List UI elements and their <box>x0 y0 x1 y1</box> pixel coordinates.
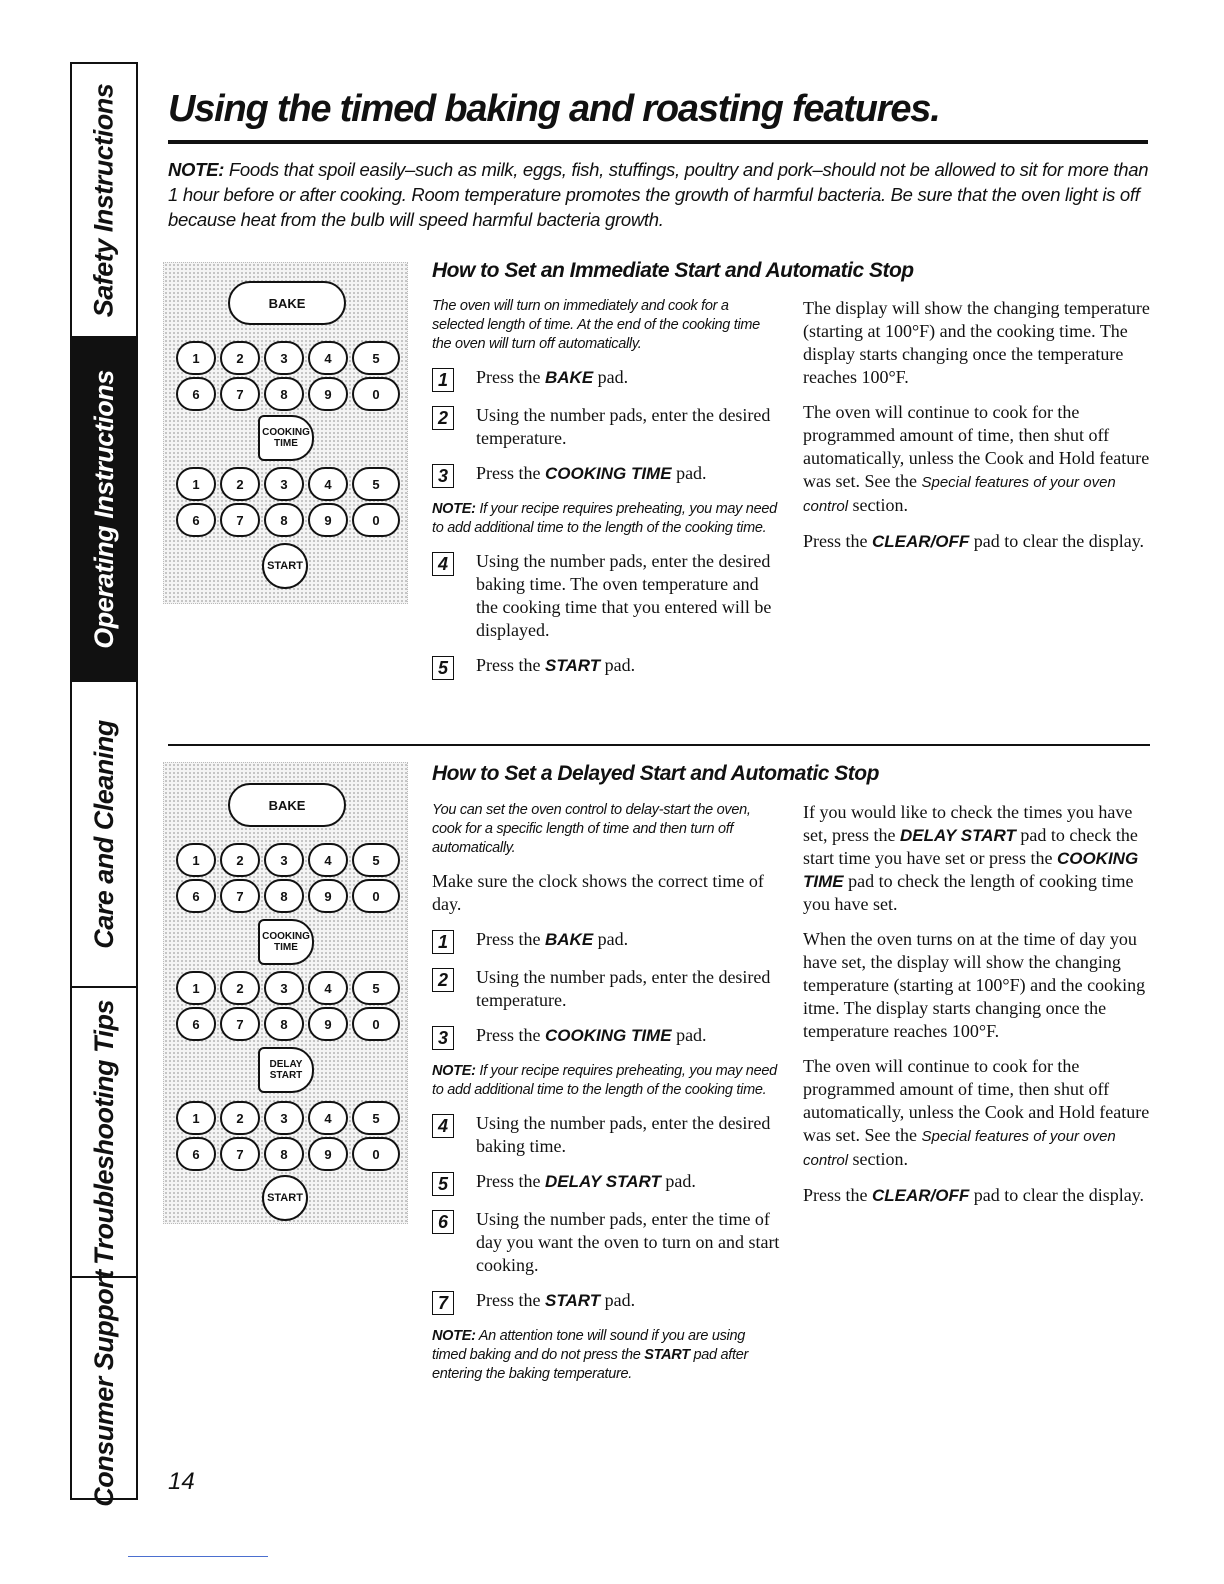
number-pad-row <box>176 503 404 537</box>
number-key: 4 <box>308 971 348 1005</box>
section2-info-column <box>803 801 1153 1219</box>
text-span: Press the <box>803 531 872 551</box>
number-key: 1 <box>176 341 216 375</box>
number-key: 8 <box>264 1007 304 1041</box>
sidebar-tab-operating[interactable] <box>72 338 136 682</box>
sidebar-tab-troubleshooting[interactable] <box>72 988 136 1278</box>
title-divider <box>168 140 1148 144</box>
number-key: 0 <box>352 503 400 537</box>
step-number: 4 <box>432 1114 454 1138</box>
number-key: 2 <box>220 843 260 877</box>
section-intro: The oven will turn on immediately and cook for a selected length of time. At the end of the cooking time the oven will turn off automatically. <box>432 298 760 352</box>
number-key: 1 <box>176 843 216 877</box>
info-paragraph <box>803 801 1153 916</box>
step-item <box>432 928 782 954</box>
step-text-pre: Press the <box>476 1171 545 1191</box>
step-text-post: pad. <box>593 929 629 949</box>
step-text-pre: Press the <box>476 1025 545 1045</box>
section-reference: Special features of your oven control <box>803 1128 1116 1169</box>
number-key: 8 <box>264 377 304 411</box>
text-span: Press the <box>803 1185 872 1205</box>
number-key: 2 <box>220 341 260 375</box>
step-item <box>432 966 782 1012</box>
step-text-post: pad. <box>600 655 636 675</box>
sidebar-tab-label: Care and Cleaning <box>88 719 119 949</box>
number-key: 5 <box>352 971 400 1005</box>
section-sidebar <box>70 62 138 1507</box>
number-key: 6 <box>176 377 216 411</box>
step-pad-name: START <box>545 1291 601 1310</box>
step-number: 3 <box>432 464 454 488</box>
step-number: 1 <box>432 930 454 954</box>
step-number: 2 <box>432 968 454 992</box>
sidebar-tab-consumer-support[interactable] <box>72 1269 136 1507</box>
step-text-pre: Using the number pads, enter the desired temperature. <box>476 967 771 1010</box>
text-span: pad to clear the display. <box>969 1185 1145 1205</box>
note-text: Foods that spoil easily–such as milk, eggs, fish, stuffings, poultry and pork–should not be allowed to sit for more than 1 hour before or after cooking. Room temperature promotes the growth of harmful bacteria. Be sure that the oven light is off because heat from the bulb will speed harmful bacteria growth. <box>168 159 1149 230</box>
text-span: If you would like to check the times you have set, press the <box>803 802 1133 845</box>
number-key: 1 <box>176 1101 216 1135</box>
pad-name: COOKING TIME <box>803 849 1139 891</box>
lead-paragraph: Make sure the clock shows the correct time of day. <box>432 871 764 914</box>
number-key: 7 <box>220 1137 260 1171</box>
text-span: The oven will continue to cook for the programmed amount of time, then shut off automatically, unless the Cook and Hold feature was set. See the <box>803 402 1150 491</box>
number-key: 7 <box>220 1007 260 1041</box>
number-pad-row <box>176 971 404 1005</box>
preheat-note <box>432 500 782 538</box>
number-key: 5 <box>352 843 400 877</box>
number-key: 7 <box>220 377 260 411</box>
number-pad-row <box>176 1101 404 1135</box>
delay-start-pad <box>258 1047 314 1093</box>
pad-label: COOKING <box>262 931 310 942</box>
step-text <box>476 1208 782 1277</box>
number-key: 0 <box>352 1137 400 1171</box>
number-key: 7 <box>220 879 260 913</box>
note-label: NOTE: <box>432 501 476 517</box>
step-text <box>476 1112 782 1158</box>
pad-name: CLEAR/OFF <box>872 1186 970 1205</box>
info-paragraph <box>803 1055 1153 1172</box>
page-title: Using the timed baking and roasting features. <box>168 88 940 130</box>
sidebar-tab-label: Safety Instructions <box>88 83 119 317</box>
step-text <box>476 550 782 642</box>
number-pad-row <box>176 467 404 501</box>
step-number: 7 <box>432 1291 454 1315</box>
text-span: The oven will continue to cook for the programmed amount of time, then shut off automatically, unless the Cook and Hold feature was set. See the <box>803 1056 1150 1145</box>
note-text: An attention tone will sound if you are using timed baking and do not press the <box>432 1328 746 1363</box>
pad-name: DELAY START <box>899 826 1016 845</box>
number-key: 9 <box>308 377 348 411</box>
pad-label: TIME <box>274 942 298 953</box>
info-paragraph: The display will show the changing temperature (starting at 100°F) and the cooking time. The display starts changing once the temperature reaches 100°F. <box>803 298 1150 387</box>
step-pad-name: COOKING TIME <box>545 464 672 483</box>
number-key: 8 <box>264 1137 304 1171</box>
text-span: pad to check the start time you have set or press the <box>803 825 1138 868</box>
step-text-pre: Press the <box>476 1290 545 1310</box>
preheat-note <box>432 1062 782 1100</box>
info-paragraph: When the oven turns on at the time of day you have set, the display will show the changing temperature (starting at 100°F) and the cooking itme. The display starts changing once the temperature reaches 100°F. <box>803 929 1146 1041</box>
note-label: NOTE: <box>432 1328 476 1344</box>
step-number: 1 <box>432 368 454 392</box>
number-key: 5 <box>352 1101 400 1135</box>
sidebar-tab-label: Consumer Support <box>88 1269 119 1507</box>
number-key: 4 <box>308 1101 348 1135</box>
section-heading-delayed: How to Set a Delayed Start and Automatic Stop <box>432 762 879 785</box>
keypad-illustration-delayed <box>163 762 408 1224</box>
step-text-pre: Press the <box>476 929 545 949</box>
number-key: 5 <box>352 341 400 375</box>
note-text: If your recipe requires preheating, you may need to add additional time to the length of the cooking time. <box>432 501 777 536</box>
number-key: 9 <box>308 1137 348 1171</box>
step-item <box>432 1289 782 1315</box>
number-key: 8 <box>264 503 304 537</box>
step-item <box>432 404 782 450</box>
step-number: 5 <box>432 656 454 680</box>
cooking-time-pad <box>258 919 314 965</box>
bake-pad: BAKE <box>228 281 346 325</box>
text-span: section. <box>848 495 909 515</box>
step-text <box>476 966 782 1012</box>
step-text <box>476 1170 782 1196</box>
pad-label: DELAY <box>269 1059 303 1070</box>
number-pad-row <box>176 1137 404 1171</box>
step-pad-name: START <box>545 656 601 675</box>
number-key: 9 <box>308 503 348 537</box>
step-text-pre: Using the number pads, enter the desired baking time. <box>476 1113 771 1156</box>
number-key: 8 <box>264 879 304 913</box>
step-item <box>432 1208 782 1277</box>
step-item <box>432 462 782 488</box>
step-text-post: pad. <box>593 367 629 387</box>
number-pad-row <box>176 377 404 411</box>
pad-name: START <box>644 1347 690 1363</box>
sidebar-tab-label: Operating Instructions <box>88 369 119 649</box>
info-paragraph <box>803 1184 1153 1207</box>
step-text-pre: Press the <box>476 655 545 675</box>
step-number: 3 <box>432 1026 454 1050</box>
number-key: 0 <box>352 377 400 411</box>
bottom-link-line <box>128 1556 268 1557</box>
section1-info-column <box>803 297 1153 565</box>
step-text-pre: Press the <box>476 367 545 387</box>
number-pad-row <box>176 843 404 877</box>
info-paragraph <box>803 401 1153 518</box>
number-key: 1 <box>176 467 216 501</box>
step-text-post: pad. <box>671 1025 707 1045</box>
step-text-pre: Using the number pads, enter the desired baking time. The oven temperature and the cooking time that you entered will be displayed. <box>476 551 772 640</box>
number-key: 9 <box>308 1007 348 1041</box>
step-text <box>476 1289 782 1315</box>
step-text-post: pad. <box>671 463 707 483</box>
pad-name: CLEAR/OFF <box>872 532 970 551</box>
step-text-pre: Using the number pads, enter the time of day you want the oven to turn on and start cooking. <box>476 1209 780 1275</box>
info-paragraph <box>803 530 1153 553</box>
number-pad-row <box>176 1007 404 1041</box>
text-span: section. <box>848 1149 909 1169</box>
step-text <box>476 928 782 954</box>
number-key: 2 <box>220 467 260 501</box>
number-key: 6 <box>176 1137 216 1171</box>
step-text-post: pad. <box>600 1290 636 1310</box>
start-pad: START <box>262 543 308 589</box>
start-pad: START <box>262 1175 308 1221</box>
section-reference: Special features of your oven control <box>803 474 1116 515</box>
step-pad-name: DELAY START <box>545 1172 661 1191</box>
number-key: 6 <box>176 1007 216 1041</box>
number-key: 4 <box>308 843 348 877</box>
step-item <box>432 1170 782 1196</box>
sidebar-tab-care[interactable] <box>72 682 136 988</box>
step-text <box>476 462 782 488</box>
step-text <box>476 654 782 680</box>
section-heading-immediate: How to Set an Immediate Start and Automatic Stop <box>432 259 914 282</box>
sidebar-tab-safety[interactable] <box>72 64 136 338</box>
step-number: 2 <box>432 406 454 430</box>
note-label: NOTE: <box>432 1063 476 1079</box>
bake-pad: BAKE <box>228 783 346 827</box>
keypad-illustration-immediate <box>163 262 408 604</box>
step-text-pre: Using the number pads, enter the desired temperature. <box>476 405 771 448</box>
pad-label: START <box>269 1070 303 1081</box>
number-pad-row <box>176 879 404 913</box>
number-key: 1 <box>176 971 216 1005</box>
number-key: 3 <box>264 971 304 1005</box>
pad-label: COOKING <box>262 427 310 438</box>
number-key: 9 <box>308 879 348 913</box>
step-number: 4 <box>432 552 454 576</box>
number-key: 4 <box>308 341 348 375</box>
attention-tone-note <box>432 1327 782 1384</box>
step-text-pre: Press the <box>476 463 545 483</box>
number-key: 3 <box>264 341 304 375</box>
step-item <box>432 1024 782 1050</box>
number-key: 2 <box>220 1101 260 1135</box>
step-item <box>432 1112 782 1158</box>
text-span: pad to clear the display. <box>969 531 1145 551</box>
number-key: 3 <box>264 467 304 501</box>
number-key: 3 <box>264 843 304 877</box>
number-key: 3 <box>264 1101 304 1135</box>
step-item <box>432 654 782 680</box>
number-key: 6 <box>176 503 216 537</box>
step-pad-name: BAKE <box>545 368 594 387</box>
page-number: 14 <box>168 1468 195 1495</box>
step-number: 5 <box>432 1172 454 1196</box>
step-number: 6 <box>432 1210 454 1234</box>
number-key: 7 <box>220 503 260 537</box>
cooking-time-pad <box>258 415 314 461</box>
number-key: 2 <box>220 971 260 1005</box>
number-key: 0 <box>352 1007 400 1041</box>
number-pad-row <box>176 341 404 375</box>
step-text <box>476 366 782 392</box>
step-pad-name: BAKE <box>545 930 594 949</box>
note-label: NOTE: <box>168 159 225 180</box>
safety-note <box>168 157 1158 232</box>
step-text-post: pad. <box>660 1171 696 1191</box>
sidebar-tab-label: Troubleshooting Tips <box>88 999 119 1265</box>
step-text <box>476 404 782 450</box>
step-pad-name: COOKING TIME <box>545 1026 672 1045</box>
pad-label: TIME <box>274 438 298 449</box>
number-key: 5 <box>352 467 400 501</box>
number-key: 4 <box>308 467 348 501</box>
note-text: If your recipe requires preheating, you may need to add additional time to the length of the cooking time. <box>432 1063 777 1098</box>
number-key: 0 <box>352 879 400 913</box>
section-intro: You can set the oven control to delay-start the oven, cook for a specific length of time and then turn off automatically. <box>432 802 751 856</box>
step-item <box>432 550 782 642</box>
section2-steps-column <box>432 801 782 1396</box>
section-divider <box>168 744 1150 746</box>
number-key: 6 <box>176 879 216 913</box>
step-item <box>432 366 782 392</box>
section1-steps-column <box>432 297 782 692</box>
note-text: pad after entering the baking temperature. <box>432 1347 749 1382</box>
text-span: pad to check the length of cooking time you have set. <box>803 871 1134 914</box>
step-text <box>476 1024 782 1050</box>
